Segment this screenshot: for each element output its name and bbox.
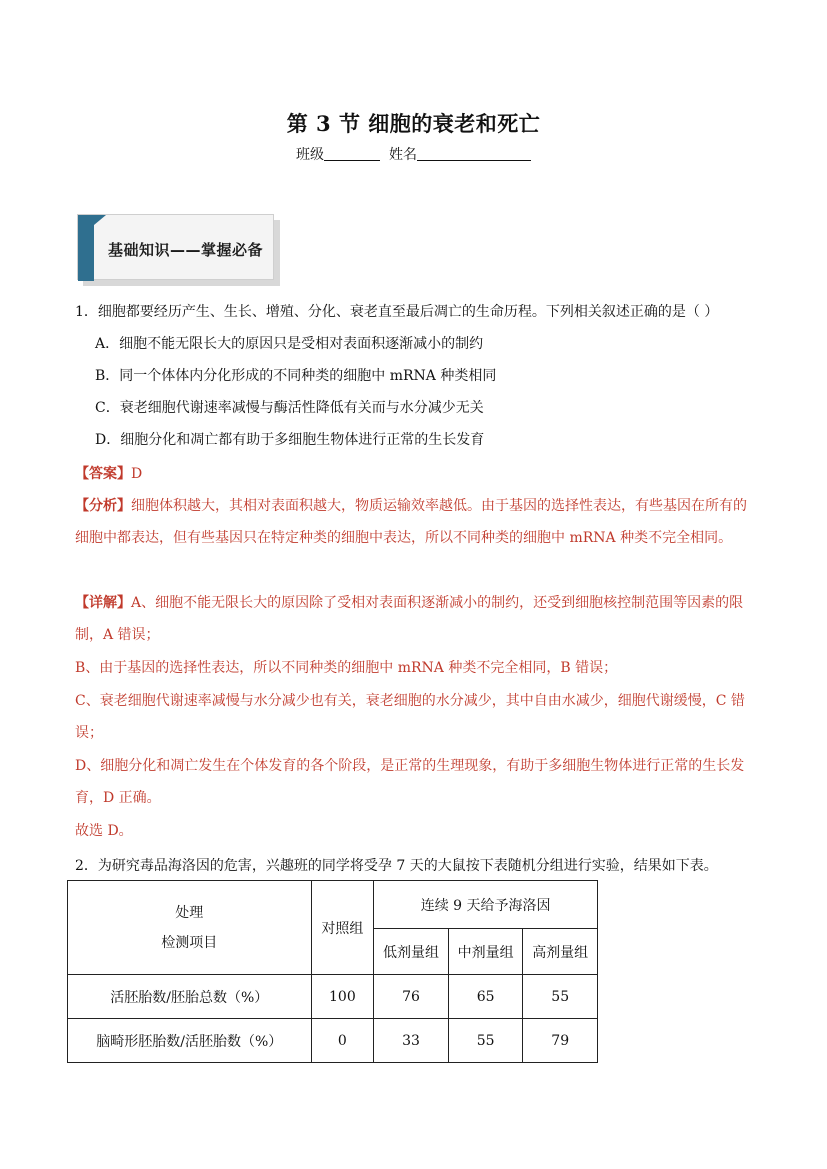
table-row [68,1019,598,1063]
table-corner-cell [68,881,312,975]
q1-detail-d: D、细胞分化和凋亡发生在个体发育的各个阶段，是正常的生理现象，有助于多细胞生物体进行正常的生长发育，D 正确。 [75,758,745,806]
analysis-text: 细胞体积越大，其相对表面积越大，物质运输效率越低。由于基因的选择性表达，有些基因在所有的细胞中都表达，但有些基因只在特定种类的细胞中表达，所以不同种类的细胞中 mRNA 种类不完全相同。 [75,498,747,546]
q1-option-b: B．同一个体体内分化形成的不同种类的细胞中 mRNA 种类相同 [95,368,497,384]
cell-control: 0 [311,1019,374,1063]
cell-mid: 55 [448,1019,523,1063]
cell-high: 55 [523,975,598,1019]
treatment-header: 连续 9 天给予海洛因 [374,881,598,929]
q1-detail-a [75,587,755,651]
q1-detail-b: B、由于基因的选择性表达，所以不同种类的细胞中 mRNA 种类不完全相同，B 错误； [75,660,618,676]
q1-detail-c: C、衰老细胞代谢速率减慢与水分减少也有关，衰老细胞的水分减少，其中自由水减少，细胞代谢缓慢，C 错误； [75,693,745,741]
q1-stem: 1．细胞都要经历产生、生长、增殖、分化、衰老直至最后凋亡的生命历程。下列相关叙述正确的是（ ） [75,304,719,320]
banner-card [77,214,274,280]
dose-high-header: 高剂量组 [523,929,598,975]
q1-option-d: D．细胞分化和凋亡都有助于多细胞生物体进行正常的生长发育 [95,432,485,448]
row-label: 活胚胎数/胚胎总数（%） [68,975,312,1019]
answer-value: D [131,466,143,482]
answer-label: 【答案】 [75,466,131,482]
detail-a-text: A、细胞不能无限长大的原因除了受相对表面积逐渐减小的制约，还受到细胞核控制范围等因素的限制，A 错误； [75,595,744,643]
banner-stripe [78,215,94,281]
section-banner [77,214,280,286]
class-blank[interactable] [324,146,380,161]
q1-analysis [75,490,755,554]
results-table [67,880,598,1063]
q1-option-a: A．细胞不能无限长大的原因只是受相对表面积逐渐减小的制约 [95,336,484,352]
class-label: 班级 [296,147,325,163]
cell-high: 79 [523,1019,598,1063]
table-header-row-1 [68,881,598,929]
q1-conclusion: 故选 D。 [75,823,133,839]
table-row [68,975,598,1019]
banner-text: 基础知识——掌握必备 [108,241,264,259]
control-header: 对照组 [311,881,374,975]
q2-stem: 2．为研究毒品海洛因的危害，兴趣班的同学将受孕 7 天的大鼠按下表随机分组进行实验，结果如下表。 [75,858,718,874]
cell-low: 76 [374,975,449,1019]
name-label: 姓名 [388,147,417,163]
detail-label: 【详解】 [75,595,131,611]
dose-mid-header: 中剂量组 [448,929,523,975]
name-blank[interactable] [417,146,531,161]
page-title: 第 3 节 细胞的衰老和死亡 [286,111,541,136]
analysis-label: 【分析】 [75,498,131,514]
q1-option-c: C．衰老细胞代谢速率减慢与酶活性降低有关而与水分减少无关 [95,400,484,416]
cell-low: 33 [374,1019,449,1063]
q1-answer [75,464,142,484]
dose-low-header: 低剂量组 [374,929,449,975]
row-label: 脑畸形胚胎数/活胚胎数（%） [68,1019,312,1063]
banner-tab [94,215,106,225]
corner-bottom: 检测项目 [161,934,218,951]
cell-control: 100 [311,975,374,1019]
student-info-line [0,144,827,164]
corner-top: 处理 [175,904,204,921]
cell-mid: 65 [448,975,523,1019]
